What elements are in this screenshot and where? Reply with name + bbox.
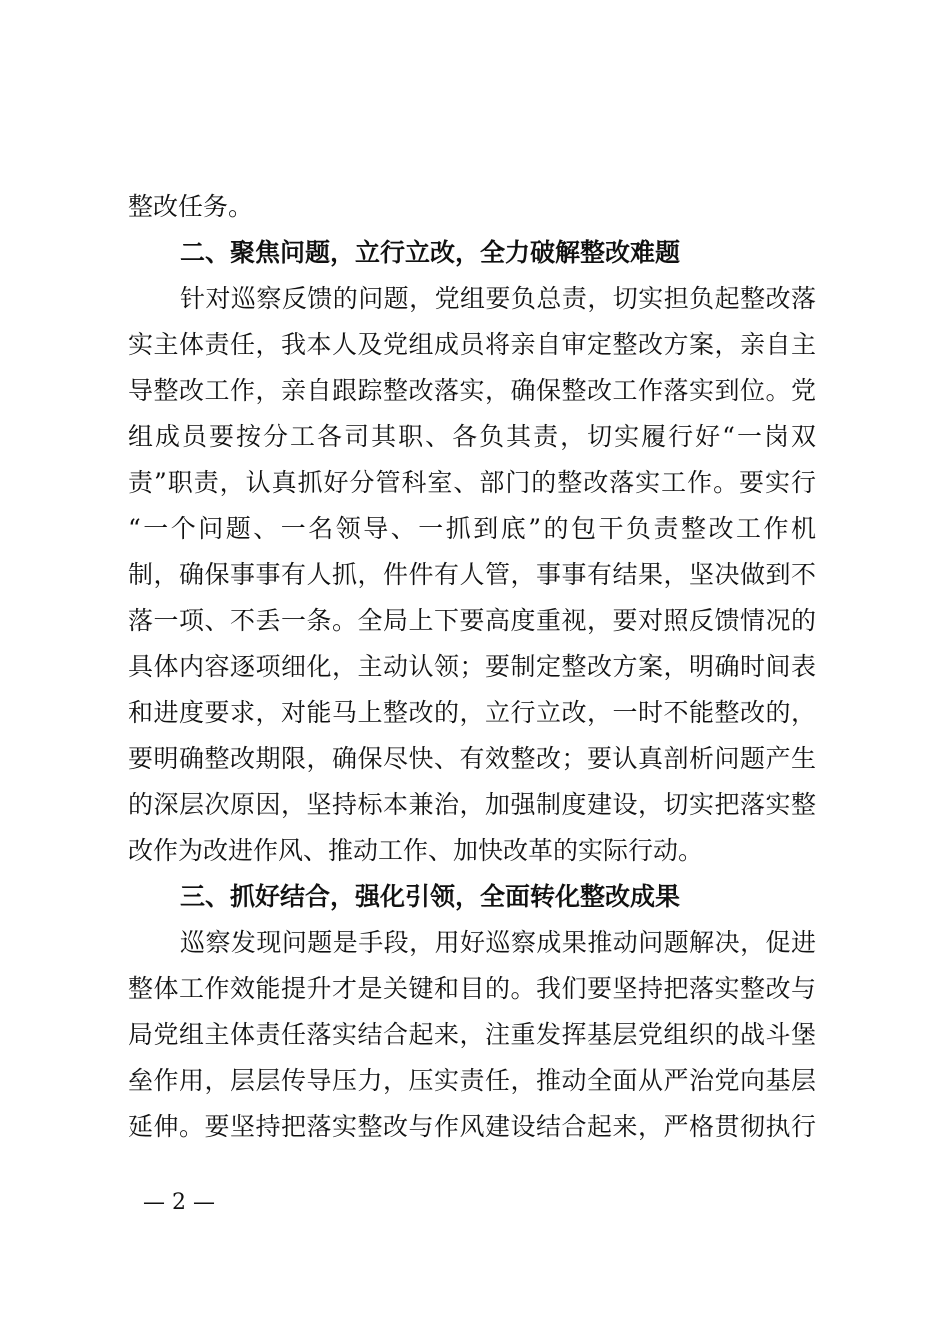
section-heading-two: 二、聚焦问题，立行立改，全力破解整改难题: [180, 238, 681, 267]
paragraph-line: 制，确保事事有人抓，件件有人管，事事有结果，坚决做到不: [128, 560, 816, 589]
paragraph-line: 和进度要求，对能马上整改的，立行立改，一时不能整改的，: [128, 698, 816, 727]
section-heading-three: 三、抓好结合，强化引领，全面转化整改成果: [180, 882, 681, 911]
paragraph-line: 的深层次原因，坚持标本兼治，加强制度建设，切实把落实整: [128, 790, 816, 819]
paragraph-continuation-line: 整改任务。: [128, 192, 254, 221]
paragraph-line: 延伸。要坚持把落实整改与作风建设结合起来，严格贯彻执行: [128, 1112, 816, 1141]
paragraph-line: 局党组主体责任落实结合起来，注重发挥基层党组织的战斗堡: [128, 1020, 816, 1049]
paragraph-line: 组成员要按分工各司其职、各负其责，切实履行好“一岗双: [128, 422, 816, 451]
paragraph-line: 落一项、不丢一条。全局上下要高度重视，要对照反馈情况的: [128, 606, 816, 635]
paragraph-line: 具体内容逐项细化，主动认领；要制定整改方案，明确时间表: [128, 652, 816, 681]
paragraph-line: 垒作用，层层传导压力，压实责任，推动全面从严治党向基层: [128, 1066, 816, 1095]
paragraph-line: “一个问题、一名领导、一抓到底”的包干负责整改工作机: [128, 514, 816, 543]
paragraph-line: 责”职责，认真抓好分管科室、部门的整改落实工作。要实行: [128, 468, 816, 497]
paragraph-line: 针对巡察反馈的问题，党组要负总责，切实担负起整改落: [180, 284, 816, 313]
paragraph-line: 巡察发现问题是手段，用好巡察成果推动问题解决，促进: [180, 928, 816, 957]
paragraph-line: 导整改工作，亲自跟踪整改落实，确保整改工作落实到位。党: [128, 376, 816, 405]
paragraph-line: 改作为改进作风、推动工作、加快改革的实际行动。: [128, 836, 704, 865]
paragraph-line: 实主体责任，我本人及党组成员将亲自审定整改方案，亲自主: [128, 330, 816, 359]
paragraph-line: 要明确整改期限，确保尽快、有效整改；要认真剖析问题产生: [128, 744, 816, 773]
page-number: — 2 —: [143, 1190, 215, 1215]
paragraph-line: 整体工作效能提升才是关键和目的。我们要坚持把落实整改与: [128, 974, 816, 1003]
